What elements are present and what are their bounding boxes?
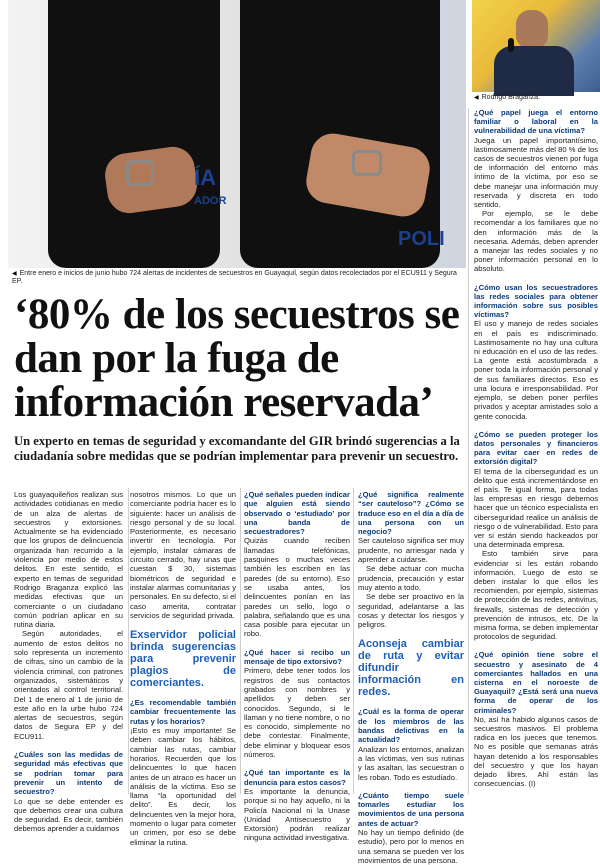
col1-paragraph-2: Según autoridades, el aumento de estos delitos no solo representa un incremento de cifras, sino un cambio de la violencia criminal, con patrones organizados, sistemáticos y orientados al control territorial. Del 1 de enero al 1 de junio de este año en la urbe hubo 724 alertas de secuestros, según datos de Segura EP y del ECU911. (14, 629, 123, 741)
body-column-4 (358, 490, 464, 865)
col2-paragraph-1: nosotros mismos. Lo que un comerciante podría hacer es lo siguiente: hacer un análisis de riesgo personal y de su local. Posteriormente, es necesario invertir en tecnología. Por ejemplo, instalar cámaras de circuito cerrado, hay unas que cuestan $ 30, sistemas biométricos de seguridad e instalar alarmas comunitarias y personales. En su defecto, si el caso amerita, contratar servicios de seguridad privada. (130, 490, 236, 620)
wall-text-3: POLI (398, 228, 445, 250)
col4-answer-3: No hay un tiempo definido (de estudio), pero por lo menos en una semana se pueden ver los movimientos de una persona. (358, 828, 464, 865)
portrait-person-head (516, 10, 548, 48)
microphone-icon (508, 38, 514, 52)
side-question-2: ¿Cómo usan los secuestradores las redes sociales para obtener información sobre sus posibles víctimas? (474, 282, 598, 320)
hero-photo (8, 0, 466, 268)
portrait-person-suit (494, 46, 574, 96)
col2-question: ¿Es recomendable también cambiar frecuentemente las rutas y los horarios? (130, 698, 236, 726)
col1-question: ¿Cuáles son las medidas de seguridad más efectivas que se podrían tomar para prevenir un intento de secuestro? (14, 750, 123, 797)
side-answer-4: No, así ha habido algunos casos de secuestros masivos. El problema radica en los jueces que tenemos. No es posible que semanas atrás hayan detenido a los responsables del secuestro y que los hayan dejado libres. Ahí están las consecuencias. (I) (474, 714, 598, 789)
hero-caption (12, 270, 468, 286)
column-divider (353, 488, 354, 794)
body-column-3 (244, 490, 350, 843)
body-column-2 (130, 490, 236, 847)
side-answer-3a: El tema de la ciberseguridad es un delito que está incrementándose en el país. Te igual forma, para todas las empresas en riesgo debemos hacer que un técnico especialista en ciberseguridad realice un análisis de riesgo o de vulnerabilidad. Esto para ver si están siendo hackeados por una determinada empresa. (474, 466, 598, 550)
col4-pull-quote: Aconseja cambiar de ruta y evitar difundir información en redes. (358, 638, 464, 699)
column-divider (468, 108, 469, 794)
col4-question-2: ¿Cuál es la forma de operar de los miembros de las bandas delictivas en la actualidad? (358, 707, 464, 745)
col4-answer-1b: Se debe actuar con mucha prudencia, precaución y estar muy atento a todo. (358, 564, 464, 592)
handcuffs-right (352, 150, 382, 176)
side-answer-2: El uso y manejo de redes sociales en el país es indiscriminado. Lastimosamente no hay una cultura ni educación en el uso de las redes. La gente está acostumbrada a poner toda la información personal y de sus familiares directos. Eso es una locura e irresponsabilidad. Por ejemplo, se deben poner perfiles privados y aceptar amistades solo a gente conocida. (474, 319, 598, 421)
portrait-photo (472, 0, 600, 92)
wall-text-1: ÍA (194, 165, 216, 190)
col2-answer: ¡Esto es muy importante! Se deben cambiar los hábitos, cambiar las rutas, cambiar horarios. Recuerden que los delincuentes lo que hacen antes de un atraco es hacer un análisis de la víctima. Eso se llama “la oportunidad del delito”. Es decir, los delincuentes ven la mejor hora, momento o lugar para cometer un crimen, por eso se debe eliminar la rutina. (130, 726, 236, 847)
wall-text-2: ADOR (194, 195, 227, 207)
side-answer-3b: Esto también sirve para evidenciar si les están robando información. Luego de esto se deben instalar lo que ellos les recomienden, por ejemplo, sistemas de protección de las redes, antivirus, firewalls, sistemas de detección y prevención de intrusos, etc. De la misma forma, se deben implementar protocolos de seguridad. (474, 549, 598, 642)
col4-question-1: ¿Qué significa realmente “ser cauteloso”? ¿Cómo se traduce eso en el día a día de una persona con un negocio? (358, 490, 464, 537)
headline: ‘80% de los secuestros se dan por la fuga de información reservada’ (14, 291, 460, 426)
side-answer-1b: Por ejemplo, se le debe recomendar a los familiares que no den información más de la necesaria. Además, deben aprender a manejar las redes sociales y no poner información personal en lo absoluto. (474, 209, 598, 274)
col3-question-2: ¿Qué hacer si recibo un mensaje de tipo extorsivo? (244, 647, 350, 667)
column-divider (240, 488, 241, 794)
col3-answer-3: Es importante la denuncia, porque si no hay aquello, ni la Policía Nacional ni la Unase (Unidad Antisecuestro y Extorsión) podrán realizar ninguna actividad investigativa. (244, 786, 350, 843)
portrait-caption (474, 94, 598, 102)
body-column-1 (14, 490, 123, 834)
caption-arrow-icon: ◀ (474, 95, 479, 101)
side-column (474, 108, 598, 788)
col4-answer-1a: Ser cauteloso significa ser muy prudente, no arriesgar nada y aprender a cuidarse. (358, 536, 464, 565)
side-question-4: ¿Qué opinión tiene sobre el secuestro y asesinato de 4 comerciantes hallados en una cisterna en el noroeste de Guayaquil? ¿Está será una nueva forma de operar de los criminales? (474, 650, 598, 715)
detainee-left-torso (48, 0, 220, 268)
col3-question-3: ¿Qué tan importante es la denuncia para estos casos? (244, 768, 350, 787)
col2-pull-quote: Exservidor policial brinda sugerencias para prevenir plagios de comerciantes. (130, 629, 236, 690)
side-answer-1a: Juega un papel importantísimo, lastimosamente más del 80 % de los casos de secuestros vienen por fuga de información del entorno más íntimo de la víctima, por eso se debe manejar una información muy reservada y discreta en todo sentido. (474, 135, 598, 210)
col4-answer-2: Analizan los entornos, analizan a las víctimas, ven sus rutinas y las asaltan, las secuestran o les roban. Todo es estudiado. (358, 744, 464, 782)
handcuffs-left (126, 160, 154, 186)
col1-answer: Lo que se debe entender es que debemos crear una cultura de seguridad. Es decir, también debemos aprender a cuidarnos (14, 796, 123, 834)
col3-question-1: ¿Qué señales pueden indicar que alguien está siendo observado o ‘estudiado’ por una banda de secuestradores? (244, 490, 350, 537)
deck: Un experto en temas de seguridad y excomandante del GIR brindó sugerencias a la ciudadanía sobre medidas que se podrían implementar para prevenir un secuestro. (14, 434, 460, 463)
caption-arrow-icon: ◀ (12, 271, 17, 277)
hero-caption-text: Entre enero e inicios de junio hubo 724 alertas de incidentes de secuestros en Guayaquil, según datos recolectados por el ECU911 y Segura EP. (12, 270, 457, 285)
col1-paragraph-1: Los guayaquileños realizan sus actividades cotidianas en medio de un alza de alertas de secuestros y extorsiones. Actualmente se ha evidenciado que los grupos de delincuencia organizada han recurrido a la violencia por medio de estos delitos. En este sentido, el experto en temas de seguridad Rodrigo Braganza explicó las medidas efectivas que un comerciante o un ciudadano común podrían aplicar en su rutina diaria. (14, 490, 123, 630)
col4-answer-1c: Se debe ser proactivo en la seguridad, adelantarse a las cosas y detectar los riesgos y peligros. (358, 592, 464, 630)
col4-question-3: ¿Cuánto tiempo suele tomarles estudiar los movimientos de una persona antes de actuar? (358, 790, 464, 828)
col3-answer-2: Primero, debe tener todos los registros de sus contactos grabados con nombres y apellidos y deben ser conocidos. Segundo, si le llaman y no tiene nombre, o no es conocido, simplemente no debe contestar. Finalmente, debe eliminar y bloquear esos números. (244, 666, 350, 760)
side-question-3: ¿Cómo se pueden proteger los datos personales y financieros para evitar caer en redes de extorsión digital? (474, 429, 598, 467)
portrait-caption-text: Rodrigo Braganza. (481, 94, 540, 101)
column-divider (128, 488, 129, 794)
col3-answer-1: Quizás cuando reciben llamadas telefónicas, pasquines o muchas veces también les escriben en las paredes (de su entorno). Eso se usaba antes, los delincuentes ponían en las paredes un sello, logo o palabra, señalando que es una casa posible para ejecutar un robo. (244, 536, 350, 639)
side-question-1: ¿Qué papel juega el entorno familiar o laboral en la vulnerabilidad de una víctima? (474, 108, 598, 136)
